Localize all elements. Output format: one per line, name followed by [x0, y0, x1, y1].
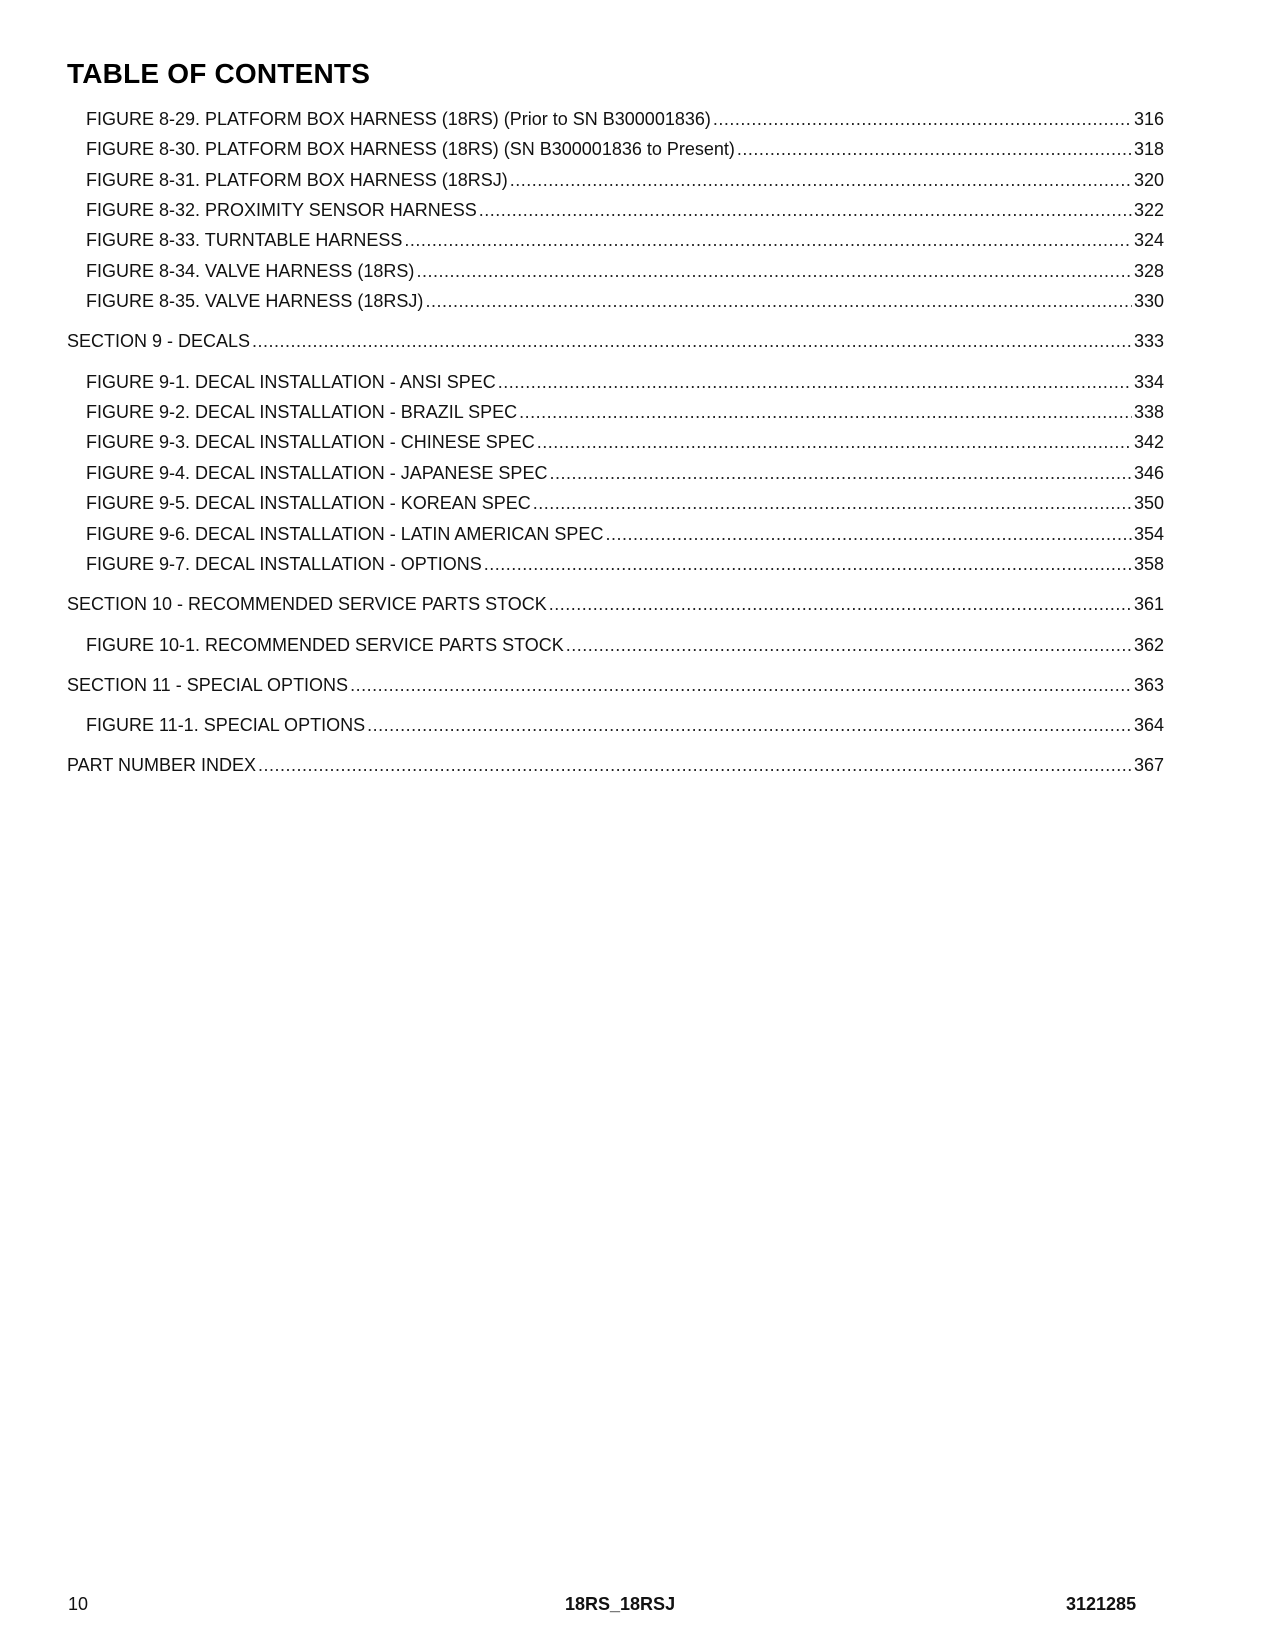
toc-entry-page-number: 361 — [1133, 594, 1164, 614]
toc-figure-entry[interactable] — [86, 228, 1164, 252]
toc-dot-leader — [252, 329, 1132, 353]
toc-figure-entry[interactable] — [86, 461, 1164, 485]
footer-model-name: 18RS_18RSJ — [565, 1594, 676, 1614]
toc-dot-leader — [566, 633, 1132, 657]
toc-entry-label: FIGURE 9-7. DECAL INSTALLATION - OPTIONS — [86, 554, 482, 574]
toc-entry-page-number: 346 — [1133, 463, 1164, 483]
toc-dot-leader — [537, 430, 1132, 454]
toc-section-entry[interactable] — [67, 329, 1164, 353]
toc-entry-page-number: 330 — [1133, 291, 1164, 311]
toc-figure-entry[interactable] — [86, 259, 1164, 283]
toc-entry-label: FIGURE 9-4. DECAL INSTALLATION - JAPANESE SPEC — [86, 463, 548, 483]
toc-entry-label: FIGURE 9-2. DECAL INSTALLATION - BRAZIL SPEC — [86, 402, 518, 422]
page-title: TABLE OF CONTENTS — [67, 58, 371, 89]
toc-entry-page-number: 358 — [1133, 554, 1164, 574]
toc-figure-entry[interactable] — [86, 289, 1164, 313]
footer-page-number: 10 — [68, 1594, 89, 1614]
toc-entry-label: FIGURE 9-3. DECAL INSTALLATION - CHINESE SPEC — [86, 432, 535, 452]
toc-entry-page-number: 364 — [1133, 715, 1164, 735]
toc-figure-entry[interactable] — [86, 168, 1164, 192]
toc-entry-page-number: 334 — [1133, 372, 1164, 392]
toc-entry-label: FIGURE 8-34. VALVE HARNESS (18RS) — [86, 261, 415, 281]
toc-entry-page-number: 338 — [1133, 402, 1164, 422]
toc-entry-page-number: 316 — [1133, 109, 1164, 129]
toc-entry-page-number: 322 — [1133, 200, 1164, 220]
toc-figure-entry[interactable] — [86, 633, 1164, 657]
toc-entry-label: FIGURE 8-31. PLATFORM BOX HARNESS (18RSJ) — [86, 170, 508, 190]
toc-entry-label: FIGURE 9-5. DECAL INSTALLATION - KOREAN SPEC — [86, 493, 531, 513]
toc-dot-leader — [549, 592, 1132, 616]
toc-dot-leader — [425, 289, 1132, 313]
toc-entry-label: FIGURE 8-30. PLATFORM BOX HARNESS (18RS) (SN B300001836 to Present) — [86, 139, 735, 159]
toc-figure-entry[interactable] — [86, 552, 1164, 576]
toc-dot-leader — [737, 137, 1132, 161]
toc-entry-page-number: 320 — [1133, 170, 1164, 190]
toc-dot-leader — [498, 370, 1132, 394]
toc-entry-label: FIGURE 8-33. TURNTABLE HARNESS — [86, 230, 403, 250]
toc-entry-label: FIGURE 10-1. RECOMMENDED SERVICE PARTS STOCK — [86, 635, 564, 655]
toc-dot-leader — [404, 228, 1132, 252]
footer-document-number: 3121285 — [1066, 1594, 1137, 1614]
toc-entry-page-number: 318 — [1133, 139, 1164, 159]
toc-dot-leader — [533, 491, 1132, 515]
toc-entry-label: FIGURE 11-1. SPECIAL OPTIONS — [86, 715, 366, 735]
toc-figure-entry[interactable] — [86, 137, 1164, 161]
toc-entry-page-number: 354 — [1133, 524, 1164, 544]
toc-figure-entry[interactable] — [86, 370, 1164, 394]
toc-dot-leader — [484, 552, 1132, 576]
toc-dot-leader — [605, 522, 1132, 546]
toc-figure-entry[interactable] — [86, 107, 1164, 131]
toc-entry-label: SECTION 11 - SPECIAL OPTIONS — [67, 675, 349, 695]
toc-dot-leader — [510, 168, 1132, 192]
toc-entry-label: FIGURE 8-32. PROXIMITY SENSOR HARNESS — [86, 200, 477, 220]
toc-entry-page-number: 367 — [1133, 755, 1164, 775]
toc-dot-leader — [350, 673, 1132, 697]
toc-dot-leader — [258, 753, 1132, 777]
toc-entry-page-number: 350 — [1133, 493, 1164, 513]
toc-dot-leader — [416, 259, 1132, 283]
toc-figure-entry[interactable] — [86, 400, 1164, 424]
toc-entry-page-number: 328 — [1133, 261, 1164, 281]
toc-entry-label: FIGURE 9-1. DECAL INSTALLATION - ANSI SPEC — [86, 372, 496, 392]
toc-entry-page-number: 324 — [1133, 230, 1164, 250]
page-footer — [0, 1594, 1275, 1618]
toc-figure-entry[interactable] — [86, 430, 1164, 454]
toc-entry-label: SECTION 10 - RECOMMENDED SERVICE PARTS STOCK — [67, 594, 547, 614]
toc-entry-label: SECTION 9 - DECALS — [67, 331, 251, 351]
toc-dot-leader — [479, 198, 1132, 222]
toc-section-entry[interactable] — [67, 753, 1164, 777]
toc-entry-page-number: 333 — [1133, 331, 1164, 351]
toc-section-entry[interactable] — [67, 592, 1164, 616]
toc-figure-entry[interactable] — [86, 713, 1164, 737]
toc-dot-leader — [713, 107, 1132, 131]
toc-entry-page-number: 362 — [1133, 635, 1164, 655]
toc-entry-page-number: 342 — [1133, 432, 1164, 452]
toc-section-entry[interactable] — [67, 673, 1164, 697]
toc-dot-leader — [519, 400, 1132, 424]
toc-entry-page-number: 363 — [1133, 675, 1164, 695]
toc-figure-entry[interactable] — [86, 522, 1164, 546]
toc-figure-entry[interactable] — [86, 491, 1164, 515]
toc-entry-label: FIGURE 8-29. PLATFORM BOX HARNESS (18RS) (Prior to SN B300001836) — [86, 109, 711, 129]
toc-dot-leader — [549, 461, 1132, 485]
toc-dot-leader — [367, 713, 1132, 737]
toc-entry-label: FIGURE 8-35. VALVE HARNESS (18RSJ) — [86, 291, 424, 311]
toc-figure-entry[interactable] — [86, 198, 1164, 222]
toc-entry-label: FIGURE 9-6. DECAL INSTALLATION - LATIN AMERICAN SPEC — [86, 524, 604, 544]
toc-entry-label: PART NUMBER INDEX — [67, 755, 257, 775]
